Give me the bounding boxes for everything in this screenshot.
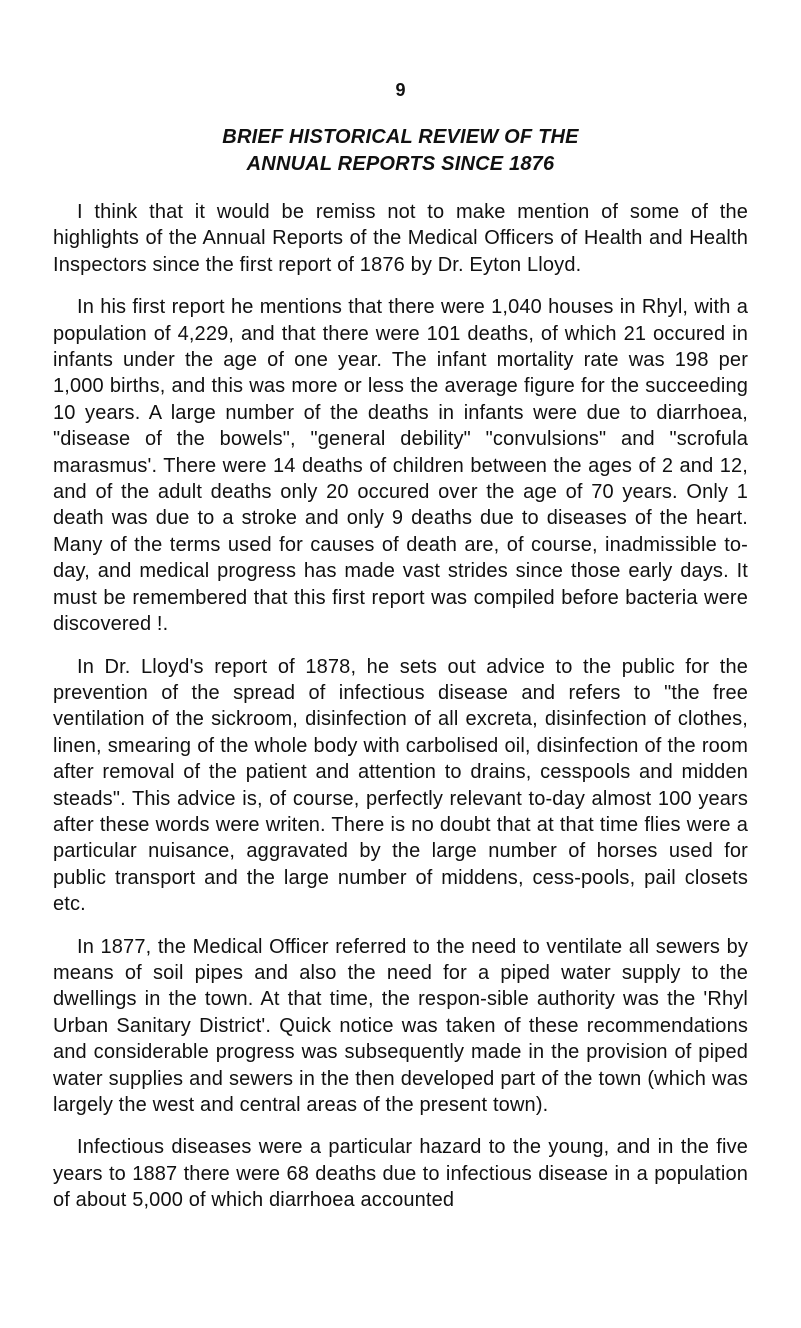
paragraph-intro: I think that it would be remiss not to make mention of some of the highlights of the Annual Reports of the Medical Officers of Health and Health Inspectors since the first report of 1876 by Dr. Eyton Lloyd. [53, 201, 748, 276]
paragraph-1878-report: In Dr. Lloyd's report of 1878, he sets out advice to the public for the prevention of the spread of infectious disease and refers to "the free ventilation of the sickroom, disinfection of all excreta, disinfection of clothes, linen, smearing of the whole body with carbolised oil, disinfection of the room after removal of the patient and attention to drains, cesspools and midden steads". This advice is, of course, perfectly relevant to-day almost 100 years after these words were writen. There is no doubt that at that time flies were a particular nuisance, aggravated by the large number of horses used for public transport and the large number of middens, cess-pools, pail closets etc. [53, 655, 748, 916]
page-number: 9 [395, 80, 406, 100]
title-line-2: ANNUAL REPORTS SINCE 1876 [246, 153, 555, 175]
paragraph-1877-sewers: In 1877, the Medical Officer referred to the need to ventilate all sewers by means of soil pipes and also the need for a piped water supply to the dwellings in the town. At that time, the respon-sible authority was the 'Rhyl Urban Sanitary District'. Quick notice was taken of these recommendations and considerable progress was subsequently made in the provision of piped water supplies and sewers in the then developed part of the town (which was largely the west and central areas of the present town). [53, 935, 748, 1116]
paragraph-first-report: In his first report he mentions that there were 1,040 houses in Rhyl, with a population of 4,229, and that there were 101 deaths, of which 21 occured in infants under the age of one year. The infant mortality rate was 198 per 1,000 births, and this was more or less the average figure for the succeeding 10 years. A large number of the deaths in infants were due to diarrhoea, "disease of the bowels", "general debility" "convulsions" and "scrofula marasmus'. There were 14 deaths of children between the ages of 2 and 12, and of the adult deaths only 20 occured over the age of 70 years. Only 1 death was due to a stroke and only 9 deaths due to diseases of the heart. Many of the terms used for causes of death are, of course, inadmissible to-day, and medical progress has made vast strides since those early days. It must be remembered that this first report was compiled before bacteria were discovered !. [53, 296, 748, 636]
body-text [53, 199, 748, 1230]
page-title [0, 124, 801, 178]
paragraph-infectious-diseases: Infectious diseases were a particular hazard to the young, and in the five years to 1887 there were 68 deaths due to infectious disease in a population of about 5,000 of which diarrhoea accounted [53, 1136, 748, 1212]
title-line-1: BRIEF HISTORICAL REVIEW OF THE [222, 126, 579, 148]
